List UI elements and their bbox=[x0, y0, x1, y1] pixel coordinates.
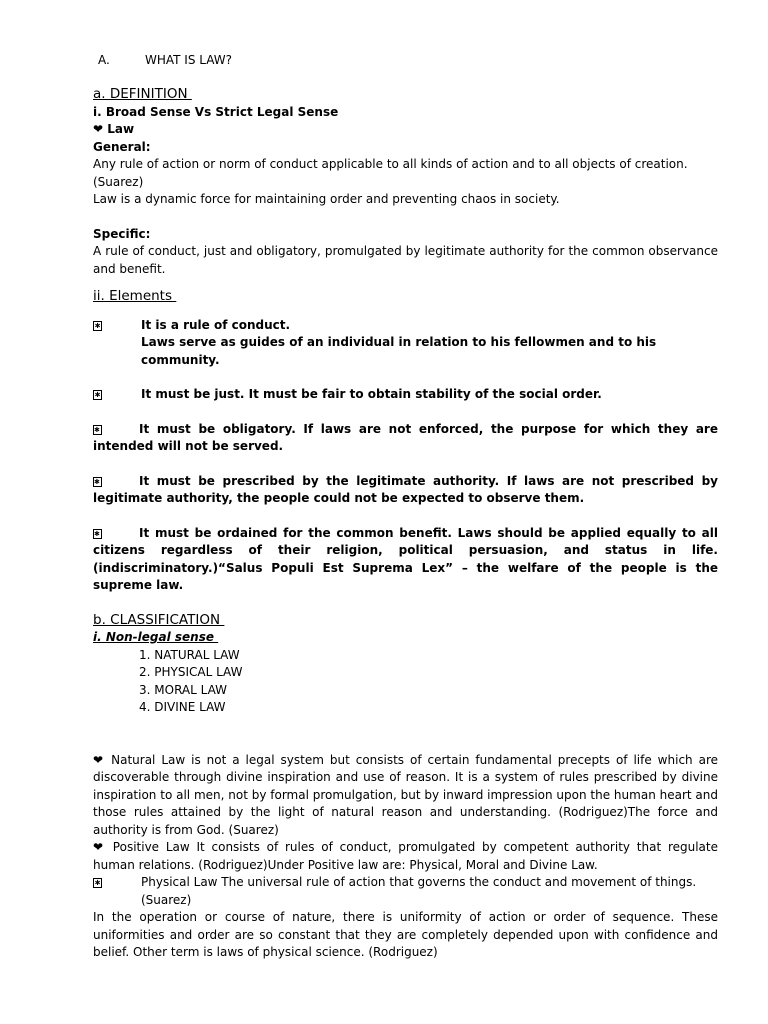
element-text: If laws are not enforced, the purpose for which they are intended will not be served. bbox=[93, 421, 718, 453]
elements-heading: ii. Elements bbox=[93, 288, 177, 304]
natural-law-paragraph: ❤ Natural Law is not a legal system but consists of certain fundamental precepts of life which are discoverable through divine inspiration and use of reason. It is a system of rules prescribed by divine inspiration to all men, not by formal promulgation, but by inward impression upon the human heart and those rules attained by the light of natural reason and understanding. (Rodriguez)The force and authority is from God. (Suarez) bbox=[93, 752, 718, 837]
general-text-2: Law is a dynamic force for maintaining order and preventing chaos in society. bbox=[93, 192, 560, 206]
checkbox-bullet-icon: ✱ bbox=[93, 529, 102, 539]
element-lead: It must be ordained for the common benefit. bbox=[139, 525, 452, 540]
checkbox-bullet-icon: ✱ bbox=[94, 391, 101, 399]
element-item bbox=[93, 525, 718, 595]
physical-law-item bbox=[93, 874, 718, 909]
element-lead: It must be obligatory. bbox=[139, 421, 296, 436]
positive-law-paragraph: ❤ Positive Law It consists of rules of conduct, promulgated by competent authority that regulate human relations. (Rodriguez)Under Positive law are: Physical, Moral and Divine Law. bbox=[93, 840, 718, 872]
classification-list bbox=[93, 647, 718, 717]
physical-law-text: In the operation or course of nature, there is uniformity of action or order of sequence. These uniformities and order are so constant that they are completely depended upon with confidence and belief. Other term is laws of physical science. (Rodriguez) bbox=[93, 910, 718, 959]
element-text: Laws should be applied equally to all citizens regardless of their religion, political persuasion, and status in life. (indiscriminatory.)“Salus Populi Est Suprema Lex” – the welfare of the people is the supreme law. bbox=[93, 525, 718, 592]
checkbox-bullet-icon: ✱ bbox=[94, 321, 101, 330]
list-item: 1. NATURAL LAW bbox=[139, 647, 240, 662]
element-item bbox=[93, 317, 718, 370]
list-item: 3. MORAL LAW bbox=[139, 682, 228, 697]
specific-text: A rule of conduct, just and obligatory, promulgated by legitimate authority for the common observance and benefit. bbox=[93, 244, 718, 276]
classification-heading: b. CLASSIFICATION bbox=[93, 611, 225, 628]
element-lead: It must be prescribed by the legitimate authority. bbox=[139, 473, 500, 488]
non-legal-subheading: i. Non-legal sense bbox=[93, 630, 219, 644]
document-body bbox=[93, 52, 718, 962]
section-title-what-is-law: WHAT IS LAW? bbox=[145, 53, 233, 67]
specific-label: Specific: bbox=[93, 226, 151, 241]
physical-law-lead: Physical Law The universal rule of action that governs the conduct and movement of things. (Suarez) bbox=[141, 875, 697, 907]
checkbox-bullet-icon: ✱ bbox=[93, 425, 102, 435]
element-lead: It must be just. It must be fair to obtain stability of the social order. bbox=[141, 387, 602, 401]
list-item: 4. DIVINE LAW bbox=[139, 700, 226, 714]
list-item: 2. PHYSICAL LAW bbox=[139, 665, 243, 679]
definition-heading: a. DEFINITION bbox=[93, 86, 192, 102]
section-letter: A. bbox=[98, 53, 110, 67]
law-bullet-label: ❤ Law bbox=[93, 122, 135, 136]
checkbox-bullet-icon: ✱ bbox=[94, 879, 101, 887]
element-item bbox=[93, 386, 718, 404]
general-label: General: bbox=[93, 139, 151, 154]
element-text: Laws serve as guides of an individual in relation to his fellowmen and to his community. bbox=[141, 335, 657, 367]
definition-subheading: i. Broad Sense Vs Strict Legal Sense bbox=[93, 104, 339, 119]
element-lead: It is a rule of conduct. bbox=[141, 317, 291, 332]
element-item bbox=[93, 421, 718, 456]
section-a-header bbox=[93, 52, 718, 70]
general-text-1: Any rule of action or norm of conduct applicable to all kinds of action and to all objects of creation. (Suarez) bbox=[93, 157, 688, 189]
element-item bbox=[93, 473, 718, 508]
checkbox-bullet-icon: ✱ bbox=[93, 477, 102, 487]
element-text: If laws are not prescribed by legitimate authority, the people could not be expected to observe them. bbox=[93, 473, 718, 505]
